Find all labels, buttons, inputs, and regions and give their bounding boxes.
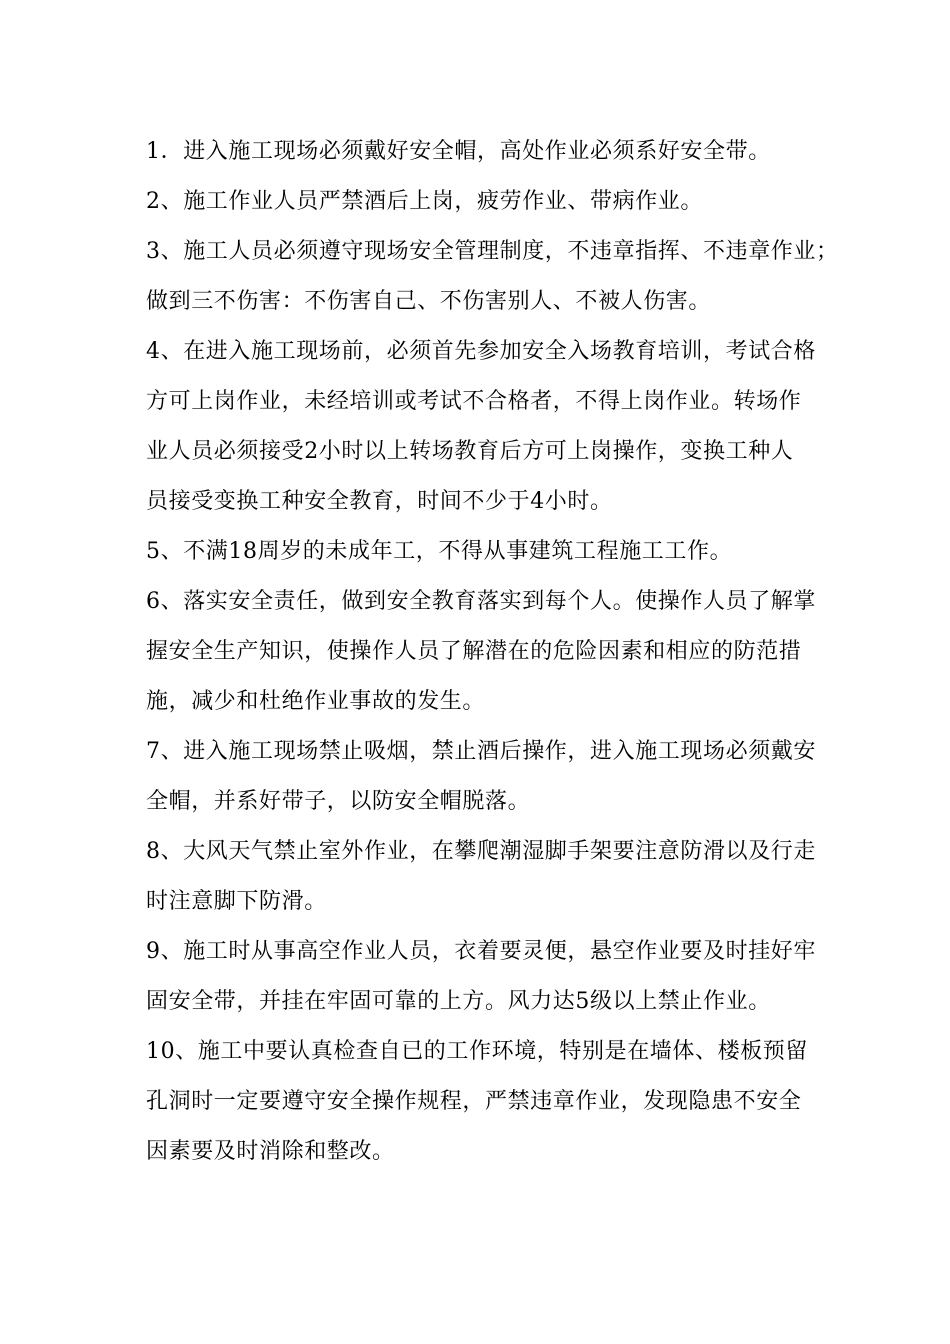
text-line: 10、施工中要认真检查自已的工作环境，特别是在墙体、楼板预留 (146, 1039, 808, 1064)
text-line: 8、大风天气禁止室外作业，在攀爬潮湿脚手架要注意防滑以及行走 (146, 839, 816, 864)
text-line: 7、进入施工现场禁止吸烟，禁止酒后操作，进入施工现场必须戴安 (146, 739, 816, 764)
text-line: 业人员必须接受2小时以上转场教育后方可上岗操作，变换工种人 (146, 439, 794, 464)
text-line: 施，减少和杜绝作业事故的发生。 (146, 689, 486, 714)
text-line: 5、不满18周岁的未成年工，不得从事建筑工程施工工作。 (146, 539, 733, 564)
text-line: 方可上岗作业，未经培训或考试不合格者，不得上岗作业。转场作 (146, 389, 802, 414)
text-line: 因素要及时消除和整改。 (146, 1139, 395, 1164)
text-line: 全帽，并系好带子，以防安全帽脱落。 (146, 789, 531, 814)
text-line: 时注意脚下防滑。 (146, 889, 327, 914)
text-line: 4、在进入施工现场前，必须首先参加安全入场教育培训，考试合格 (146, 339, 816, 364)
text-line: 员接受变换工种安全教育，时间不少于4小时。 (146, 489, 613, 514)
text-line: 1．进入施工现场必须戴好安全帽，高处作业必须系好安全带。 (146, 139, 771, 164)
text-line: 做到三不伤害：不伤害自己、不伤害别人、不被人伤害。 (146, 289, 712, 314)
text-line: 3、施工人员必须遵守现场安全管理制度，不违章指挥、不违章作业； (146, 239, 839, 264)
text-line: 9、施工时从事高空作业人员，衣着要灵便，悬空作业要及时挂好牢 (146, 939, 816, 964)
text-line: 固安全带，并挂在牢固可靠的上方。风力达5级以上禁止作业。 (146, 989, 771, 1014)
text-line: 握安全生产知识，使操作人员了解潜在的危险因素和相应的防范措 (146, 639, 802, 664)
text-line: 6、落实安全责任，做到安全教育落实到每个人。使操作人员了解掌 (146, 589, 816, 614)
text-line: 孔洞时一定要遵守安全操作规程，严禁违章作业，发现隐患不安全 (146, 1089, 802, 1114)
text-line: 2、施工作业人员严禁酒后上岗，疲劳作业、带病作业。 (146, 189, 703, 214)
